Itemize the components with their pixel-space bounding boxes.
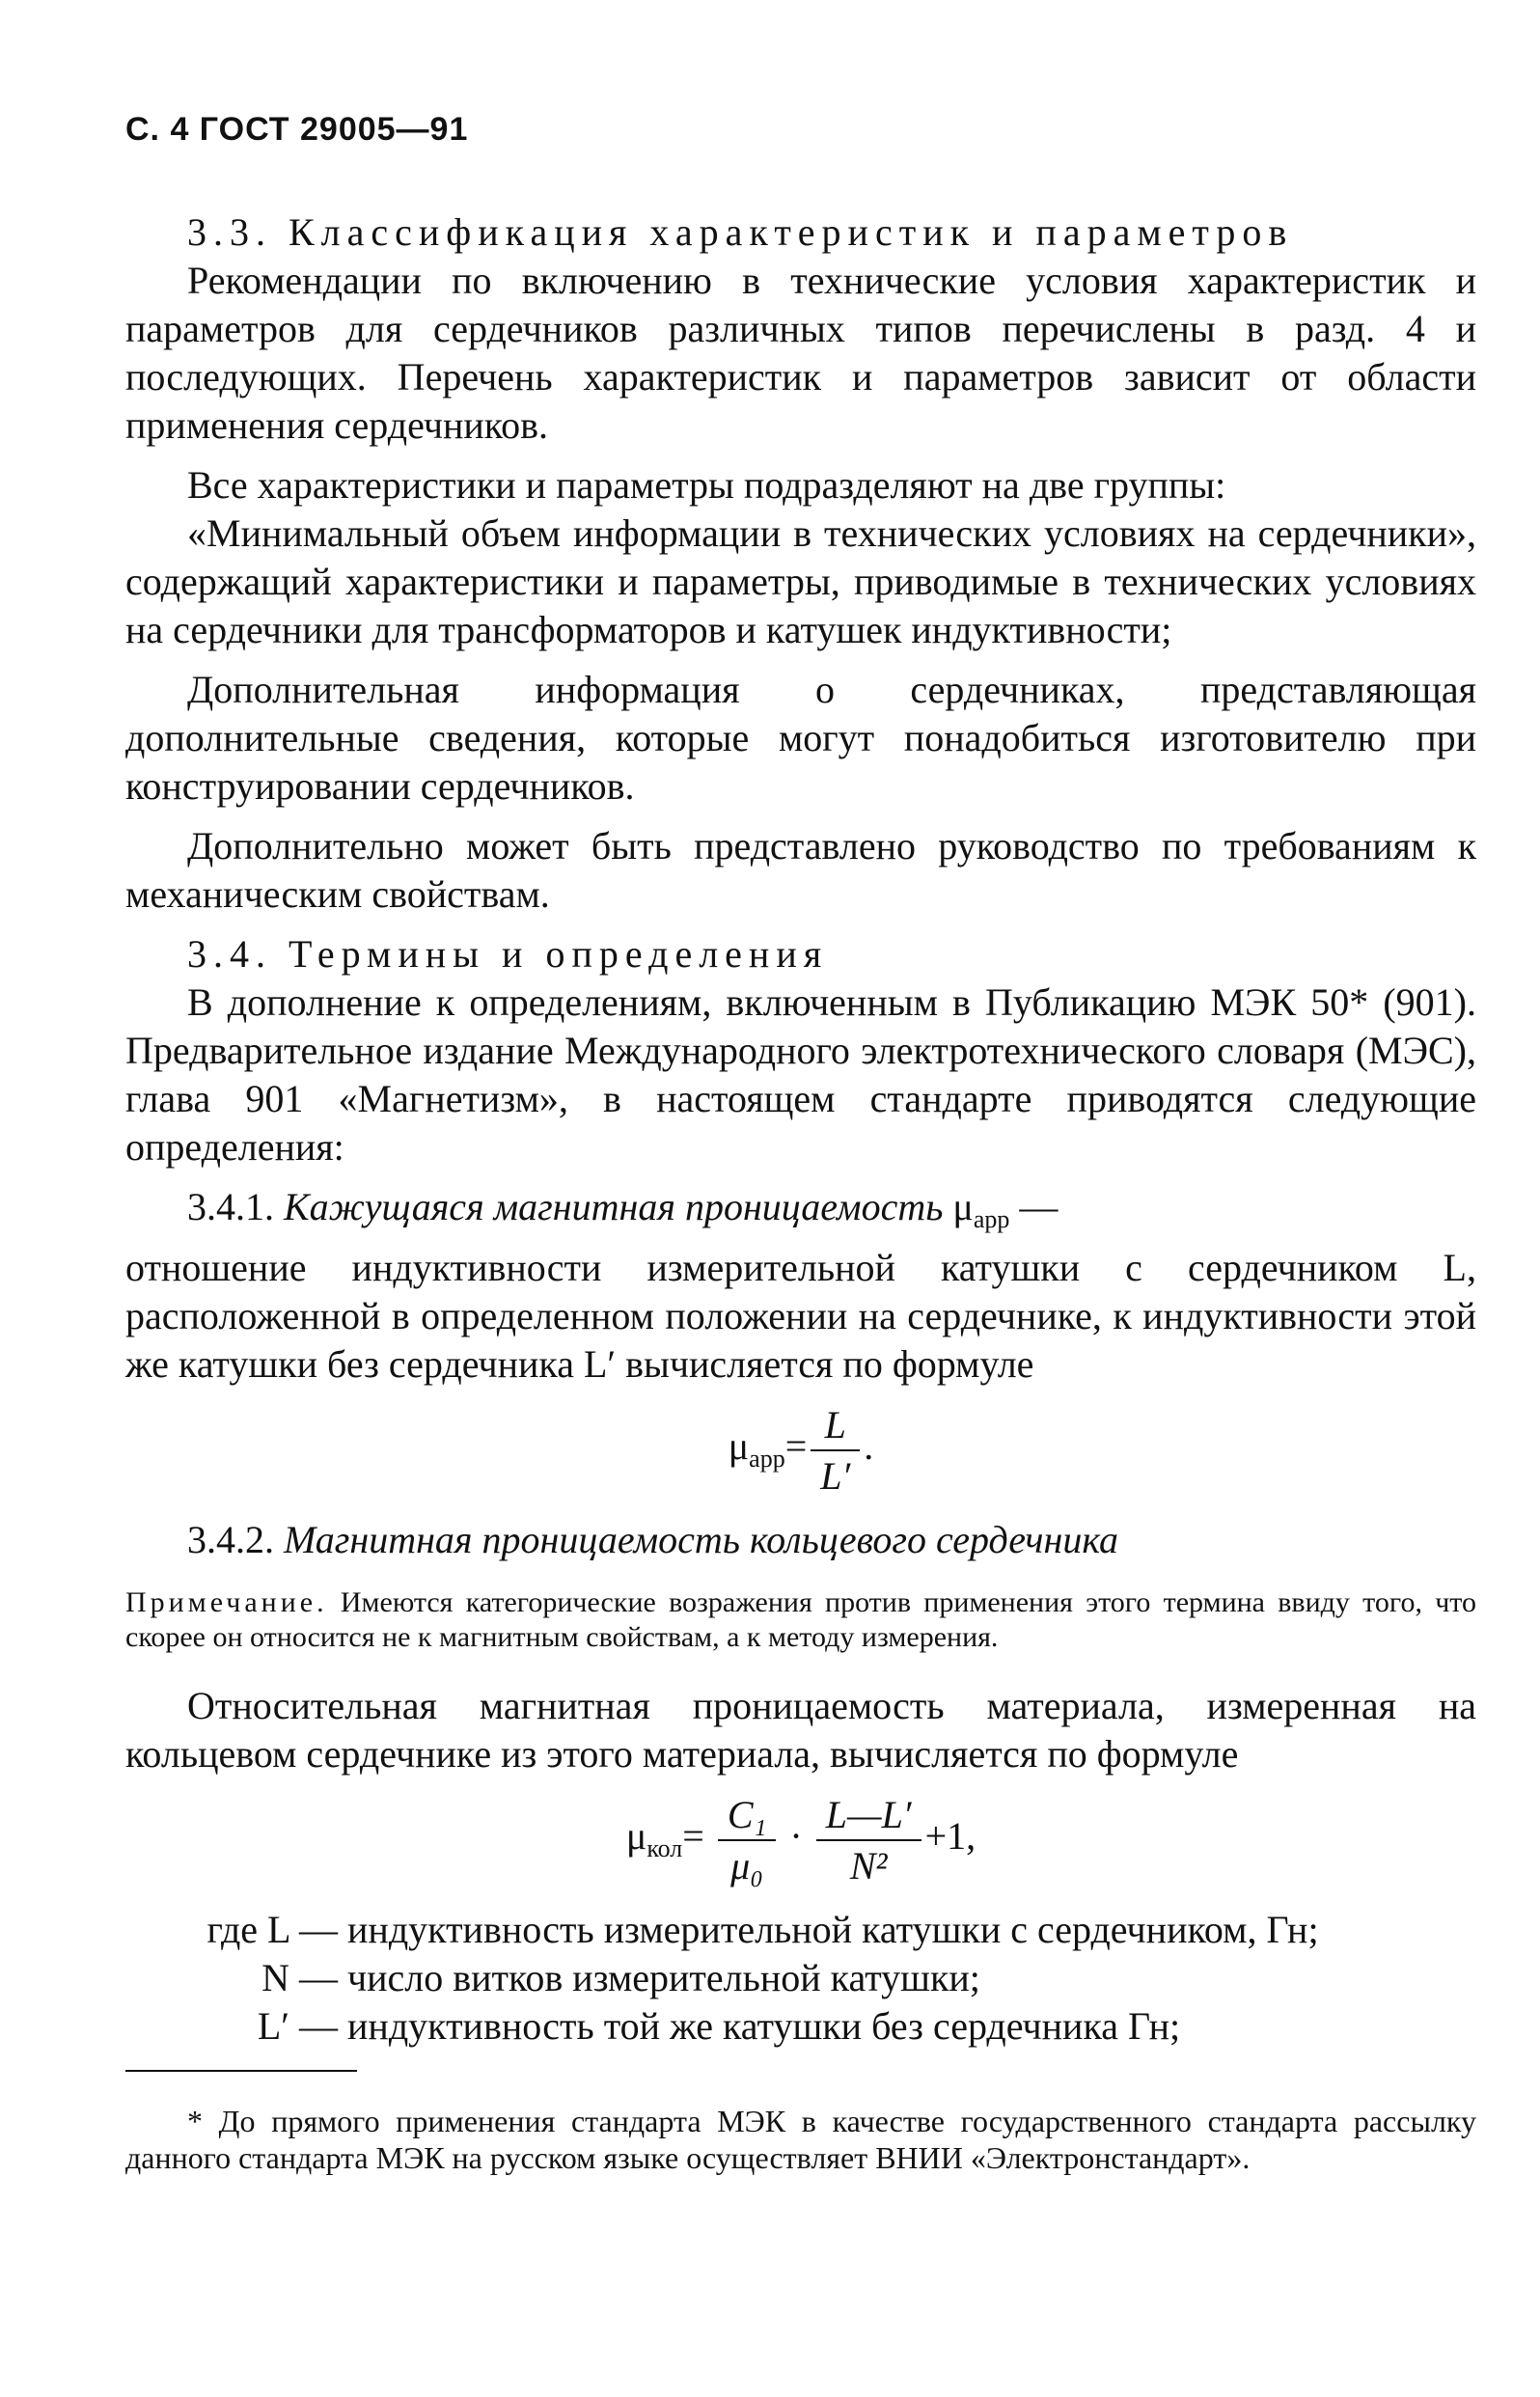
definition-lead: где L —	[206, 1908, 338, 1951]
section-3-4-2-text: Относительная магнитная проницаемость материала, измеренная на кольцевом сердечнике из этого материала, вычисляется по формуле	[125, 1684, 1476, 1776]
section-3-3-paragraph-2: Все характеристики и параметры подразделяют на две группы:	[187, 463, 1226, 507]
page-header: С. 4 ГОСТ 29005—91	[125, 111, 469, 148]
formula1-end: .	[864, 1424, 874, 1469]
section-3-3-heading: 3.3. Классификация характеристик и параметров	[187, 210, 1294, 254]
formula1-denominator: L′	[820, 1454, 851, 1498]
section-3-4-heading: 3.4. Термины и определения	[187, 932, 829, 976]
formula1-equals: =	[784, 1424, 808, 1469]
formula2-fraction-1	[718, 1792, 777, 1888]
formula2-fraction-2-numerator: L—L′	[816, 1792, 921, 1841]
formula2-fraction-2-denominator: N²	[849, 1844, 888, 1887]
footnote-divider	[125, 2070, 357, 2072]
section-3-4-intro: В дополнение к определениям, включенным в Публикацию МЭК 50* (901). Предварительное издание Международного электротехнического словаря (МЭС), глава 901 «Магнетизм», в настоящем стандарте приводятся следующие определения:	[125, 980, 1476, 1169]
formula-ring-core-permeability	[125, 1792, 1476, 1888]
section-3-4-1-number: 3.4.1.	[187, 1185, 274, 1228]
document-page	[125, 111, 1476, 2207]
definition-row	[125, 1954, 1476, 2002]
definition-row	[125, 2002, 1476, 2051]
section-3-4-2-term: Магнитная проницаемость кольцевого сердечника	[284, 1518, 1119, 1561]
section-3-3-paragraph-4: Дополнительная информация о сердечниках, представляющая дополнительные сведения, которые могут понадобиться изготовителю при конструировании сердечников.	[125, 668, 1476, 808]
definition-lead: L′ —	[257, 2004, 338, 2048]
section-3-4-1-heading	[125, 1183, 1476, 1244]
definition-row	[125, 1906, 1476, 1954]
note-label: Примечание.	[125, 1586, 328, 1618]
footnote: * До прямого применения стандарта МЭК в качестве государственного стандарта рассылку данного стандарта МЭК на русском языке осуществляет ВНИИ «Электронстандарт».	[125, 2104, 1476, 2175]
formula1-fraction	[811, 1402, 860, 1499]
definition-lead: N —	[261, 1956, 338, 1999]
formula1-numerator: L	[811, 1402, 860, 1451]
section-3-3-paragraph-1: Рекомендации по включению в технические условия характеристик и параметров для сердечников различных типов перечислены в разд. 4 и последующих. Перечень характеристик и параметров зависит от области применения сердечников.	[125, 259, 1476, 447]
note-text: Имеются категорические возражения против применения этого термина ввиду того, что скорее он относится не к магнитным свойствам, а к методу измерения.	[125, 1586, 1477, 1653]
formula2-tail: +1,	[924, 1814, 976, 1859]
mu-symbol: μ	[952, 1185, 974, 1228]
formula1-lhs-sub: app	[749, 1445, 785, 1474]
formula2-fraction-1-numerator: C₁	[718, 1792, 777, 1841]
definition-text: число витков измерительной катушки;	[347, 1956, 980, 1999]
formula2-lhs-sub: кол	[646, 1834, 683, 1863]
section-3-4-1-text: отношение индуктивности измерительной катушки с сердечником L, расположенной в определенном положении на сердечнике, к индуктивности этой же катушки без сердечника L′ вычисляется по формуле	[125, 1246, 1476, 1386]
note	[125, 1585, 1476, 1655]
formula2-lhs: μ	[625, 1814, 647, 1859]
section-3-3-paragraph-3: «Минимальный объем информации в технических условиях на сердечники», содержащий характеристики и параметры, приводимые в технических условиях на сердечники для трансформаторов и катушек индуктивности;	[125, 511, 1476, 651]
section-3-4-1-term: Кажущаяся магнитная проницаемость	[284, 1185, 944, 1228]
section-3-3-paragraph-5: Дополнительно может быть представлено руководство по требованиям к механическим свойствам.	[125, 824, 1476, 916]
formula1-lhs: μ	[728, 1424, 750, 1469]
section-3-4-2-number: 3.4.2.	[187, 1518, 274, 1561]
definition-text: индуктивность той же катушки без сердечника Гн;	[347, 2004, 1181, 2048]
formula-apparent-permeability	[125, 1402, 1476, 1499]
section-3-4-2-heading	[125, 1516, 1476, 1564]
mu-subscript: app	[973, 1205, 1010, 1233]
variable-definitions	[125, 1906, 1476, 2051]
definition-text: индуктивность измерительной катушки с сердечником, Гн;	[347, 1908, 1319, 1951]
formula2-equals: =	[682, 1814, 704, 1859]
formula2-dot: ·	[789, 1814, 803, 1859]
formula2-fraction-2	[816, 1792, 921, 1888]
formula2-fraction-1-denominator: μ₀	[730, 1844, 764, 1887]
section-3-4-1-dash: —	[1019, 1185, 1059, 1228]
